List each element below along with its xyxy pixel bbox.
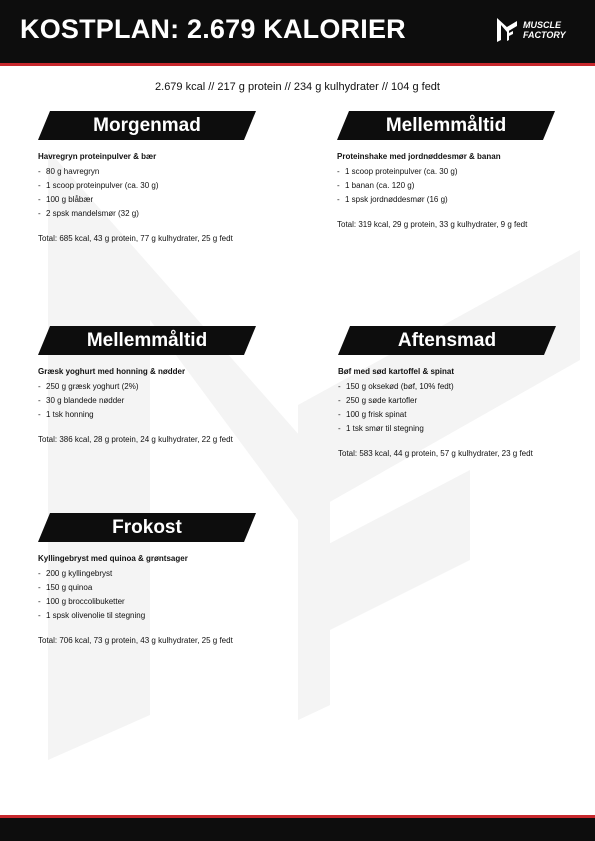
nutrition-summary: 2.679 kcal // 217 g protein // 234 g kulhydrater // 104 g fedt <box>155 81 440 93</box>
list-item: - 1 scoop proteinpulver (ca. 30 g) <box>38 179 268 193</box>
list-item: - 1 spsk olivenolie til stegning <box>38 609 268 623</box>
list-item: - 200 g kyllingebryst <box>38 567 268 581</box>
list-item: - 100 g broccolibuketter <box>38 595 268 609</box>
meal-section-mellemmaaltid-1 <box>337 111 567 229</box>
list-item: - 30 g blandede nødder <box>38 394 268 408</box>
list-item: - 2 spsk mandelsmør (32 g) <box>38 207 268 221</box>
ingredient-list <box>337 165 567 207</box>
ingredient-list <box>338 380 568 436</box>
meal-total: Total: 583 kcal, 44 g protein, 57 g kulhydrater, 23 g fedt <box>338 449 533 458</box>
meal-title: Bøf med sød kartoffel & spinat <box>338 367 455 376</box>
ingredient-list <box>38 567 268 623</box>
meal-heading: Aftensmad <box>397 330 497 351</box>
footer-bar <box>0 818 595 841</box>
meal-title: Proteinshake med jordnøddesmør & banan <box>337 152 501 161</box>
list-item: - 100 g blåbær <box>38 193 268 207</box>
list-item: - 1 spsk jordnøddesmør (16 g) <box>337 193 567 207</box>
header-accent-line <box>0 63 595 66</box>
meal-heading: Morgenmad <box>93 115 201 136</box>
meal-banner <box>38 513 256 542</box>
list-item: - 100 g frisk spinat <box>338 408 568 422</box>
list-item: - 1 tsk smør til stegning <box>338 422 568 436</box>
logo-text-line1: MUSCLE <box>523 20 561 30</box>
meal-heading: Frokost <box>112 517 182 538</box>
page-title: KOSTPLAN: 2.679 KALORIER <box>20 14 406 44</box>
meal-banner <box>338 326 556 355</box>
meal-section-mellemmaaltid-2 <box>38 326 268 444</box>
meal-total: Total: 319 kcal, 29 g protein, 33 g kulhydrater, 9 g fedt <box>337 220 528 229</box>
list-item: - 80 g havregryn <box>38 165 268 179</box>
meal-banner <box>38 326 256 355</box>
ingredient-list <box>38 380 268 422</box>
meal-title: Kyllingebryst med quinoa & grøntsager <box>38 554 188 563</box>
muscle-factory-logo-icon <box>496 17 518 43</box>
meal-title: Græsk yoghurt med honning & nødder <box>38 367 186 376</box>
ingredient-list <box>38 165 268 221</box>
list-item: - 250 g søde kartofler <box>338 394 568 408</box>
list-item: - 150 g oksekød (bøf, 10% fedt) <box>338 380 568 394</box>
list-item: - 250 g græsk yoghurt (2%) <box>38 380 268 394</box>
meal-total: Total: 386 kcal, 28 g protein, 24 g kulhydrater, 22 g fedt <box>38 435 233 444</box>
meal-section-aftensmad <box>338 326 568 458</box>
list-item: - 1 banan (ca. 120 g) <box>337 179 567 193</box>
meal-title: Havregryn proteinpulver & bær <box>38 152 157 161</box>
logo-text-line2: FACTORY <box>523 30 566 40</box>
meal-heading: Mellemmåltid <box>385 115 507 136</box>
list-item: - 150 g quinoa <box>38 581 268 595</box>
meal-section-frokost <box>38 513 268 645</box>
brand-logo <box>496 17 566 43</box>
meal-banner <box>38 111 256 140</box>
meal-heading: Mellemmåltid <box>86 330 208 351</box>
list-item: - 1 tsk honning <box>38 408 268 422</box>
meal-section-morgenmad <box>38 111 268 243</box>
meal-total: Total: 706 kcal, 73 g protein, 43 g kulhydrater, 25 g fedt <box>38 636 233 645</box>
list-item: - 1 scoop proteinpulver (ca. 30 g) <box>337 165 567 179</box>
meal-total: Total: 685 kcal, 43 g protein, 77 g kulhydrater, 25 g fedt <box>38 234 233 243</box>
meal-banner <box>337 111 555 140</box>
